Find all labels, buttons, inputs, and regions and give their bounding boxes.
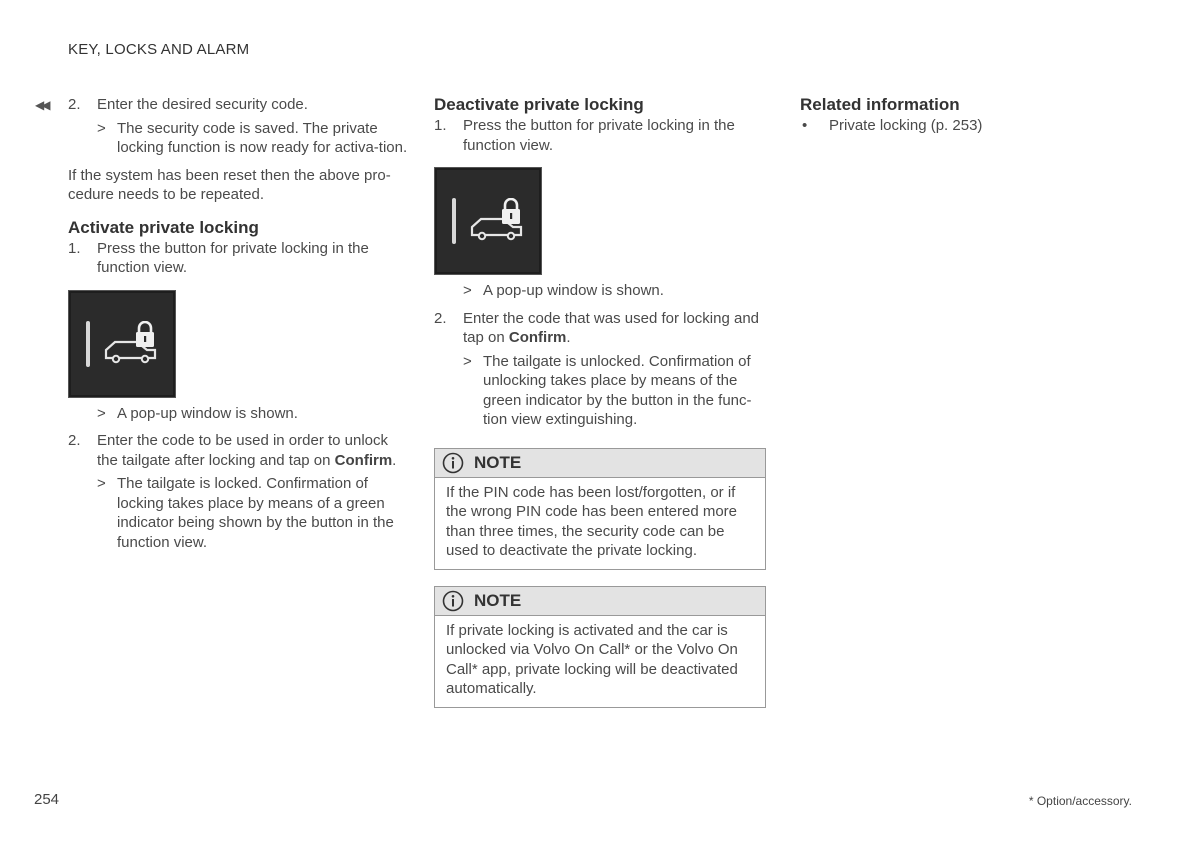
- step-number: 2.: [68, 96, 81, 113]
- step-result: [434, 352, 768, 430]
- reset-paragraph: If the system has been reset then the above pro-cedure needs to be repeated.: [68, 166, 391, 203]
- step-result: [434, 281, 768, 301]
- column-middle: [434, 95, 768, 708]
- result-marker: >: [463, 282, 472, 299]
- info-icon: [442, 590, 464, 612]
- activate-step-2: [68, 431, 408, 470]
- car-lock-icon: [469, 198, 527, 242]
- car-lock-icon: [103, 321, 161, 365]
- result-text: The tailgate is unlocked. Confirmation of unlocking takes place by means of the green indicator by the button in the func-tion view extinguishing.: [483, 352, 752, 428]
- note-title: NOTE: [474, 590, 522, 610]
- result-text: A pop-up window is shown.: [483, 282, 664, 299]
- bullet-marker: •: [802, 117, 808, 134]
- note-header: [435, 449, 765, 478]
- page-header: KEY, LOCKS AND ALARM: [68, 41, 250, 58]
- result-text: A pop-up window is shown.: [117, 404, 298, 422]
- step-text-end: .: [392, 451, 397, 469]
- footnote-option-accessory: * Option/accessory.: [1028, 794, 1132, 808]
- step-number: 1.: [68, 239, 81, 257]
- result-text: The security code is saved. The private locking function is now ready for activa-tion.: [117, 119, 408, 156]
- page-number: 254: [34, 791, 60, 808]
- deactivate-step-2: [434, 309, 768, 348]
- step-text: Press the button for private locking in the function view.: [97, 239, 369, 276]
- indicator-bar: [86, 321, 90, 367]
- note-box-pin: [434, 448, 766, 570]
- related-link-text: Private locking (p. 253): [829, 117, 983, 134]
- related-information-heading: Related information: [800, 95, 960, 114]
- result-text: The tailgate is locked. Confirmation of locking takes place by means of a green indicator being shown by the button in the function view.: [117, 475, 394, 551]
- related-link-private-locking[interactable]: [800, 116, 1100, 136]
- step-text: Enter the code that was used for locking and tap on: [463, 309, 760, 346]
- activate-heading: Activate private locking: [68, 217, 259, 237]
- result-marker: >: [97, 119, 106, 137]
- step-text: Press the button for private locking in the function view.: [463, 117, 735, 154]
- note-title: NOTE: [474, 452, 522, 472]
- deactivate-heading: Deactivate private locking: [434, 95, 644, 114]
- note-body: If private locking is activated and the car is unlocked via Volvo On Call* or the Volvo On Call* app, private locking will be deactivated automatically.: [446, 621, 738, 697]
- note-header: [435, 587, 765, 616]
- step-number: 2.: [68, 432, 81, 449]
- step-number: 1.: [434, 117, 447, 134]
- result-marker: >: [463, 352, 472, 370]
- private-locking-button-image: [434, 167, 542, 275]
- step-result: [68, 474, 408, 552]
- step-number: 2.: [434, 309, 447, 327]
- private-locking-button-image: [68, 290, 176, 398]
- column-left: [68, 95, 408, 552]
- confirm-label: Confirm: [508, 329, 567, 346]
- note-box-voc: [434, 586, 766, 708]
- note-body: If the PIN code has been lost/forgotten, or if the wrong PIN code has been entered more than three times, the security code can be used to deactivate the private locking.: [446, 483, 738, 559]
- step-result: [68, 119, 408, 158]
- step-2-set-code: [68, 95, 408, 115]
- deactivate-step-1: [434, 116, 768, 155]
- result-marker: >: [97, 404, 106, 422]
- step-result: [68, 404, 408, 424]
- step-text: Enter the code to be used in order to unlock the tailgate after locking and tap on: [97, 432, 389, 469]
- result-marker: >: [97, 475, 106, 492]
- info-icon: [442, 452, 464, 474]
- activate-step-1: [68, 239, 408, 278]
- confirm-label: Confirm: [334, 451, 393, 469]
- continued-from-previous-icon: ◀◀: [35, 98, 48, 112]
- column-right: [800, 95, 1100, 136]
- step-text: Enter the desired security code.: [97, 96, 308, 113]
- step-text-end: .: [566, 329, 571, 346]
- indicator-bar: [452, 198, 456, 244]
